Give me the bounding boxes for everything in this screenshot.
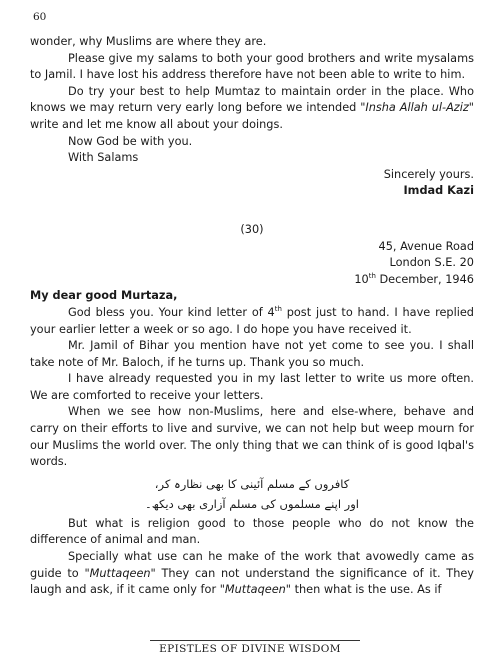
- p6-text-c: then what is the use. As if: [291, 583, 442, 597]
- p6-italic-2: "Muttaqeen": [219, 583, 291, 597]
- p6-text-b: They can not understand the significance of it. They laugh and ask, if it came only for: [30, 566, 474, 597]
- address-line-2: London S.E. 20: [389, 256, 474, 270]
- letter-number: (30): [240, 222, 264, 236]
- page-number: 60: [33, 11, 47, 23]
- urdu-line-1: کافروں کے مسلم آئینی کا بھی نظارہ کر،: [154, 476, 350, 491]
- prev-letter-paragraph-1: wonder, why Muslims are where they are.: [30, 35, 267, 48]
- date-day: 10: [354, 272, 369, 286]
- p6-text-a: Specially what use can he make of the work that avowedly came as guide to: [30, 550, 474, 580]
- p1-suffix: th: [274, 305, 282, 314]
- p1-text-a: God bless you. Your kind letter of 4: [68, 305, 275, 319]
- section-gap: [30, 200, 474, 222]
- prev-letter-paragraph-4: Now God be with you.: [68, 134, 193, 148]
- prev-letter-paragraph-3: [30, 84, 474, 134]
- signature-name: Imdad Kazi: [403, 184, 474, 198]
- book-footer-title: EPISTLES OF DIVINE WISDOM: [159, 643, 341, 655]
- urdu-couplet: [30, 474, 474, 514]
- closing-line: Sincerely yours.: [383, 167, 474, 181]
- urdu-line-2: اور اپنے مسلموں کی مسلم آزاری بھی دیکھ۔: [145, 496, 359, 511]
- prev-letter-paragraph-2: Please give my salams to both your good brothers and write mysalams to Jamil. I have lost his address therefore have not been able to write to him.: [30, 51, 474, 82]
- p6-italic-1: "Muttaqeen": [84, 566, 156, 580]
- letter-paragraph-5: But what is religion good to those people who do not know the difference of animal and man.: [30, 516, 474, 547]
- p1-text-b: post just to hand. I have replied your earlier letter a week or so ago. I do hope you have received it.: [30, 305, 474, 336]
- letter-date: [30, 272, 474, 289]
- letter-paragraph-1: [30, 305, 474, 338]
- footer-rule: [150, 640, 360, 641]
- date-suffix: th: [368, 271, 376, 280]
- address-line-1: 45, Avenue Road: [378, 239, 474, 253]
- prev-p3-text-b: write and let me know all about your doings.: [30, 117, 283, 131]
- letter-paragraph-6: [30, 549, 474, 599]
- prev-p3-italic: "Insha Allah ul-Aziz": [360, 101, 474, 115]
- letter-paragraph-4: When we see how non-Muslims, here and else-where, behave and carry on their efforts to live and survive, we can not help but weep mourn for our Muslims the world over. The only thing that we can think of is good Iqbal's words.: [30, 405, 474, 469]
- salutation: My dear good Murtaza,: [30, 289, 178, 303]
- prev-p3-text-a: Do try your best to help Mumtaz to maintain order in the place. Who knows we may return very early long before we intended: [30, 84, 474, 115]
- date-rest: December, 1946: [375, 272, 474, 286]
- letter-paragraph-2: Mr. Jamil of Bihar you mention have not yet come to see you. I shall take note of Mr. Baloch, if he turns up. Thank you so much.: [30, 339, 474, 369]
- prev-letter-paragraph-5: With Salams: [68, 151, 139, 165]
- page-body: [30, 34, 474, 599]
- letter-paragraph-3: I have already requested you in my last letter to write us more often. We are comforted to receive your letters.: [30, 372, 474, 402]
